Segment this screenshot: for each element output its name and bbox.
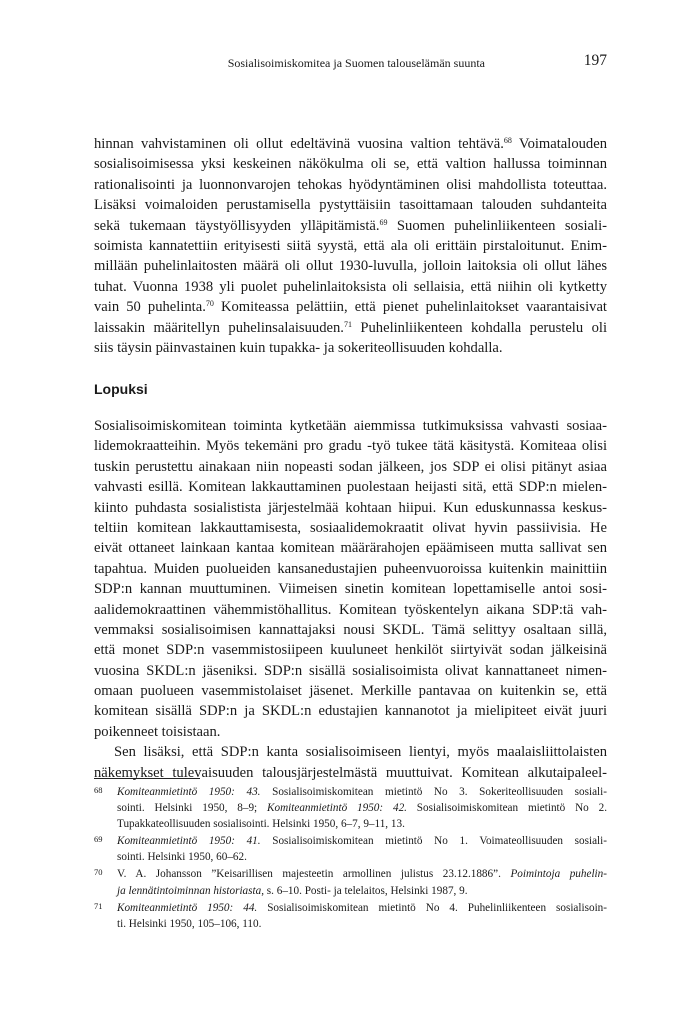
paragraph-2 (94, 416, 607, 783)
text-line: soimista kannatettiin erityisesti siitä syystä, että ala oli erittäin pirstaloitunut. Enim- (94, 237, 607, 254)
text-line: vuosina SKDL:n jäseniksi. SDP:n sisällä sosialisoimista olivat kannattaneet nimen- (94, 662, 607, 679)
text-line: että monet SDP:n vasemmistosiipeen kuuluneet henkilöt siirtyivät sodan jälkeisinä (94, 642, 607, 659)
footnote-70 (94, 866, 607, 898)
footnote-68 (94, 784, 607, 832)
paragraph-1 (94, 134, 607, 358)
text-line: sosialisoimisessa yksi keskeinen näkökulma oli se, että valtion hallussa toiminnan (94, 156, 607, 173)
text-line: tuhat. Vuonna 1938 yli puolet puhelinlaitoksista oli sellaisia, että niihin oli kytketty (94, 278, 607, 295)
footnote-ref[interactable]: 69 (379, 217, 388, 227)
text-line: näkemykset tulevaisuuden talousjärjestelmästä muuttuivat. Komitean alkutaipaleel- (94, 764, 607, 781)
text-line: poikenneet toisistaan. (94, 723, 221, 740)
footnote-line: ti. Helsinki 1950, 105–106, 110. (117, 917, 262, 930)
text-line: eivät ottaneet lainkaan kantaa komitean määrärahojen epäämiseen mutta sallivat sen (94, 540, 607, 557)
text-line: Sen lisäksi, että SDP:n kanta sosialisoimiseen lientyi, myös maalaisliittolaisten (114, 744, 607, 761)
footnote-line: Tupakkateollisuuden sosialisointi. Helsinki 1950, 6–7, 9–11, 13. (117, 818, 405, 831)
running-title: Sosialisoimiskomitea ja Suomen talouselämän suunta (227, 56, 485, 70)
footnote-line: Komiteanmietintö 1950: 41. Sosialisoimiskomitean mietintö No 1. Voimateollisuuden sosiali- (117, 835, 607, 848)
text-line: vahvasti esillä. Komitean lakkauttaminen puolestaan heijasti sitä, että SDP:n mielen- (94, 479, 607, 496)
footnote-line: Komiteanmietintö 1950: 43. Sosialisoimiskomitean mietintö No 3. Sokeriteollisuuden sosiali- (117, 786, 608, 798)
text-line: millään puhelinlaitosten määrä oli ollut 1930-luvulla, jolloin laitoksia oli ollut lähes (94, 258, 607, 275)
text-line: laissakin määritellyn puhelinsalaisuuden.$^{71}$ Puhelinliikenteen kohdalla perustelu oli (94, 319, 607, 336)
page-number: 197 (583, 52, 607, 69)
text-line: kiinto puhdasta sosialistista järjestelmää kohtaan hiipui. Kun eduskunnassa keskus- (94, 499, 607, 516)
text-line: komitean sisällä SDP:n ja SKDL:n edustajien kannanotot ja mielipiteet eivät juuri (94, 703, 607, 720)
text-line: vemmaksi sosialisoimisen kannattajaksi nousi SKDL. Tämä selittyy osaltaan sillä, (94, 621, 607, 638)
footnote-divider (94, 778, 200, 779)
text-line: rationalisointi ja luonnonvarojen tehokas hyödyntäminen olisi mahdollista toteuttaa. (94, 176, 607, 193)
footnote-line: sointi. Helsinki 1950, 60–62. (117, 851, 247, 864)
footnote-number: 68 (94, 785, 103, 795)
footnote-number: 70 (94, 867, 103, 878)
text-line: lidemokraatteihin. Myös tekemäni pro gradu -työ tukee tätä käsitystä. Komiteaa olisi (94, 438, 607, 455)
footnote-line: sointi. Helsinki 1950, 8–9; Komiteanmietintö 1950: 42. Sosialisoimiskomitean mietintö No 2. (117, 802, 607, 815)
footnote-ref[interactable]: 71 (343, 319, 352, 329)
footnote-number: 69 (94, 834, 103, 845)
text-line: Lisäksi voimaloiden perustamisella pystyttäisiin tasoittamaan talouden suhdanteita (94, 197, 607, 214)
footnote-71 (94, 900, 607, 932)
footnote-line: V. A. Johansson ”Keisarillisen majesteetin armollinen julistus 23.12.1886”. Poimintoja puhelin- (117, 868, 607, 881)
footnote-ref[interactable]: 68 (503, 136, 512, 145)
text-line: tapahtua. Muiden puolueiden kansanedustajien puheenvuoroissa kuitenkin mainittiin (94, 560, 607, 577)
text-line: vain 50 puhelinta.$^{70}$ Komiteassa pelättiin, että pienet puhelinlaitokset vaarantaisivat (94, 299, 607, 316)
footnote-line: Komiteanmietintö 1950: 44. Sosialisoimiskomitean mietintö No 4. Puhelinliikenteen sosialisoin- (117, 901, 607, 914)
section-heading: Lopuksi (94, 381, 148, 397)
text-line: omaan puolueen vasemmistolaiset jäsenet. Merkille pantavaa on kuitenkin se, että (94, 683, 607, 700)
text-line: SDP:n kannan muuttuminen. Viimeisen sinetin komitean lopettamiselle antoi sosi- (94, 581, 607, 598)
text-line: Sosialisoimiskomitean toiminta kytketään aiemmissa tutkimuksissa vahvasti sosiaa- (94, 418, 607, 434)
text-line: sekä tukemaan täystyöllisyyden ylläpitämistä.$^{69}$ Suomen puhelinliikenteen sosiali- (94, 217, 607, 234)
footnote-69 (94, 833, 607, 865)
text-line: aalidemokraattinen vähemmistöhallitus. Komitean työskentelyn aikana SDP:tä vah- (94, 601, 607, 618)
running-header (94, 54, 607, 74)
footnote-number: 71 (94, 900, 103, 911)
text-line: tuskin perustettu ainakaan niin nopeasti sodan jälkeen, jos SDP ei olisi pitänyt asiaa (94, 458, 607, 475)
footnotes (94, 784, 607, 933)
text-line: hinnan vahvistaminen oli ollut edeltävinä vuosina valtion tehtävä.$^{68}$ Voimatalouden (94, 136, 607, 152)
footnote-ref[interactable]: 70 (205, 299, 214, 309)
text-line: teltiin komitean lakkauttamisesta, sosiaalidemokraatit olivat hyvin passiivisia. He (94, 519, 607, 536)
footnote-line: ja lennätintoiminnan historiasta, s. 6–10. Posti- ja telelaitos, Helsinki 1987, 9. (117, 884, 468, 897)
text-line: siis täysin päinvastainen kuin tupakka- ja sokeriteollisuuden kohdalla. (94, 339, 503, 356)
